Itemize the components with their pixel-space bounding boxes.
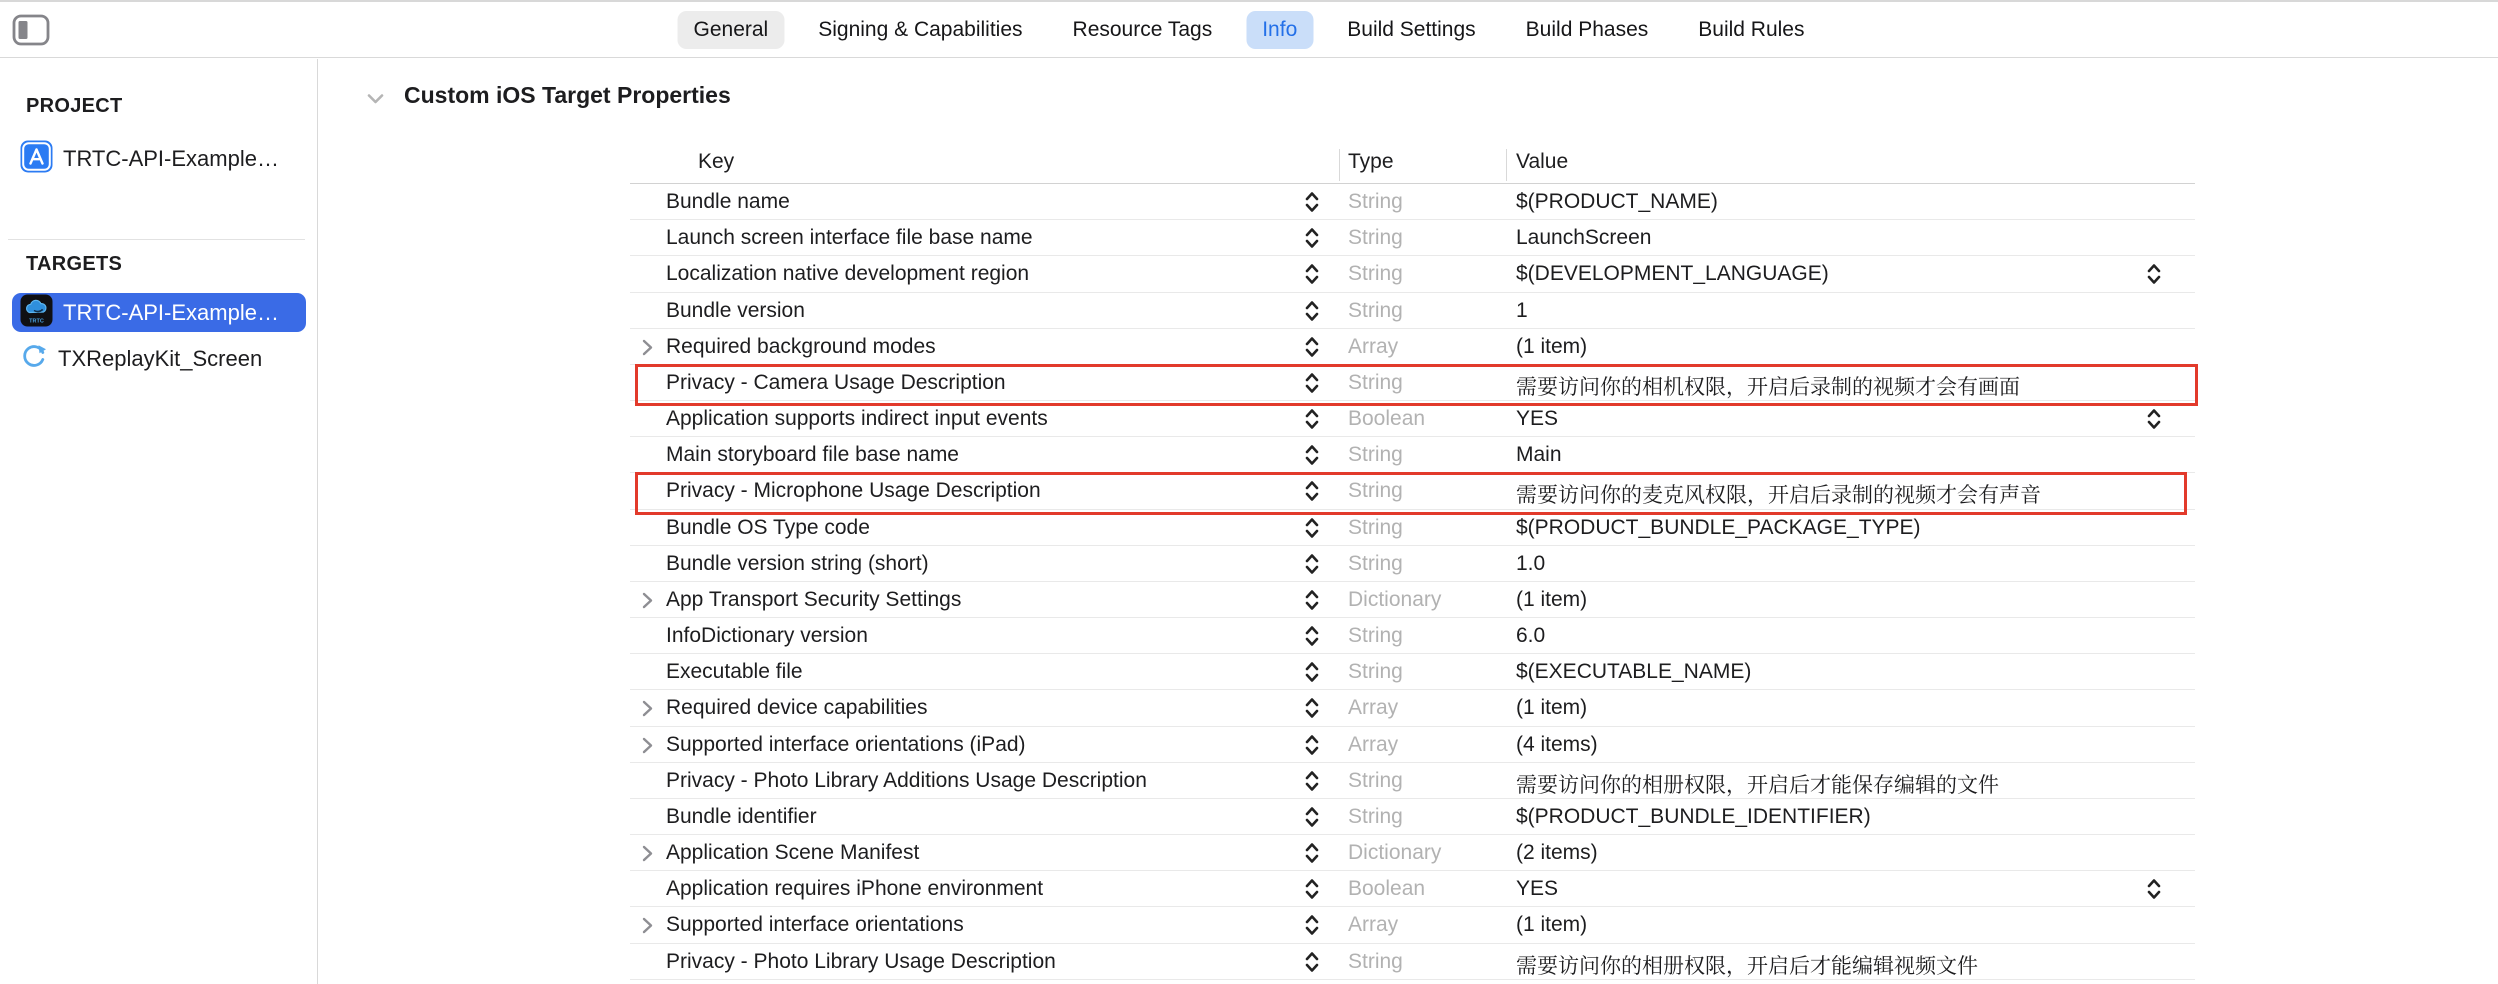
tab-build-rules[interactable]: Build Rules <box>1698 18 1805 41</box>
row-key: Privacy - Camera Usage Description <box>666 370 1006 394</box>
key-stepper[interactable] <box>1302 477 1322 510</box>
plist-row[interactable] <box>630 510 2195 546</box>
plist-row[interactable] <box>630 871 2195 907</box>
plist-row[interactable] <box>630 835 2195 871</box>
row-type: String <box>1348 443 1403 467</box>
row-key: Bundle version <box>666 298 805 322</box>
row-type: Dictionary <box>1348 841 1442 865</box>
row-type: String <box>1348 226 1403 250</box>
targets-section-header: TARGETS <box>26 253 123 275</box>
row-type: String <box>1348 660 1403 684</box>
row-value: (2 items) <box>1516 841 1598 865</box>
project-section-header: PROJECT <box>26 95 123 117</box>
row-key: Required device capabilities <box>666 696 928 720</box>
row-type: String <box>1348 624 1403 648</box>
row-key: Privacy - Photo Library Usage Description <box>666 949 1056 973</box>
key-stepper[interactable] <box>1302 948 1322 981</box>
plist-row[interactable] <box>630 329 2195 365</box>
row-key: Application supports indirect input events <box>666 407 1048 431</box>
replaykit-icon <box>20 342 48 375</box>
column-divider <box>1506 149 1507 181</box>
row-value: 需要访问你的相册权限，开启后才能编辑视频文件 <box>1516 954 1978 978</box>
row-value: 6.0 <box>1516 624 1546 648</box>
row-value: (1 item) <box>1516 334 1588 358</box>
plist-row[interactable] <box>630 473 2195 509</box>
value-stepper[interactable] <box>2144 875 2164 908</box>
key-stepper[interactable] <box>1302 441 1322 474</box>
column-header-type: Type <box>1348 150 1394 173</box>
plist-table <box>630 184 2195 980</box>
row-value: $(PRODUCT_BUNDLE_IDENTIFIER) <box>1516 804 1871 828</box>
plist-row[interactable] <box>630 401 2195 437</box>
row-value: Main <box>1516 443 1562 467</box>
column-divider <box>1339 149 1340 181</box>
sidebar-item-target-replaykit[interactable] <box>12 339 306 378</box>
row-type: String <box>1348 515 1403 539</box>
row-type: Boolean <box>1348 877 1426 901</box>
row-key: Localization native development region <box>666 262 1030 286</box>
tab-info[interactable]: Info <box>1246 11 1313 49</box>
plist-row[interactable] <box>630 727 2195 763</box>
editor-toolbar <box>0 2 2498 58</box>
row-key: Supported interface orientations <box>666 913 964 937</box>
row-value: $(EXECUTABLE_NAME) <box>1516 660 1752 684</box>
row-type: String <box>1348 804 1403 828</box>
row-key: Supported interface orientations (iPad) <box>666 732 1026 756</box>
row-value: 1.0 <box>1516 551 1546 575</box>
key-stepper[interactable] <box>1302 369 1322 402</box>
row-type: String <box>1348 298 1403 322</box>
plist-row[interactable] <box>630 907 2195 943</box>
row-value: YES <box>1516 877 1559 901</box>
tab-resource-tags[interactable]: Resource Tags <box>1072 18 1213 41</box>
row-value: $(PRODUCT_NAME) <box>1516 190 1718 213</box>
row-key: Main storyboard file base name <box>666 443 959 467</box>
plist-row[interactable] <box>630 654 2195 690</box>
plist-row[interactable] <box>630 546 2195 582</box>
section-collapse-chevron-icon[interactable] <box>362 85 389 117</box>
app-store-project-icon <box>20 140 53 178</box>
target-item-label: TRTC-API-Example… <box>63 299 279 325</box>
plist-row[interactable] <box>630 220 2195 256</box>
row-value: (4 items) <box>1516 732 1598 756</box>
column-header-key: Key <box>698 150 735 173</box>
value-stepper[interactable] <box>2144 260 2164 293</box>
plist-row[interactable] <box>630 437 2195 473</box>
tab-general[interactable]: General <box>678 11 785 49</box>
row-key: Executable file <box>666 660 803 684</box>
disclosure-chevron-icon[interactable] <box>640 842 655 870</box>
project-item-label: TRTC-API-Example… <box>63 145 279 171</box>
row-type: Array <box>1348 334 1399 358</box>
key-stepper[interactable] <box>1302 839 1322 872</box>
key-stepper[interactable] <box>1302 297 1322 330</box>
target-item-label: TXReplayKit_Screen <box>58 345 263 371</box>
row-type: Boolean <box>1348 407 1426 431</box>
key-stepper[interactable] <box>1302 333 1322 366</box>
plist-row[interactable] <box>630 618 2195 654</box>
row-key: Application requires iPhone environment <box>666 877 1044 901</box>
row-key: InfoDictionary version <box>666 624 868 648</box>
project-targets-sidebar <box>0 59 318 984</box>
key-stepper[interactable] <box>1302 767 1322 800</box>
key-stepper[interactable] <box>1302 803 1322 836</box>
row-value: (1 item) <box>1516 587 1588 611</box>
key-stepper[interactable] <box>1302 731 1322 764</box>
plist-row[interactable] <box>630 763 2195 799</box>
row-type: Array <box>1348 732 1399 756</box>
row-type: String <box>1348 262 1403 286</box>
row-key: Bundle OS Type code <box>666 515 870 539</box>
row-key: Application Scene Manifest <box>666 841 920 865</box>
target-settings-tabbar <box>678 11 1821 49</box>
row-value: (1 item) <box>1516 913 1588 937</box>
row-type: String <box>1348 949 1403 973</box>
row-value: $(DEVELOPMENT_LANGUAGE) <box>1516 262 1829 286</box>
key-stepper[interactable] <box>1302 694 1322 727</box>
sidebar-item-project[interactable] <box>12 139 306 178</box>
row-value: 1 <box>1516 298 1528 322</box>
key-stepper[interactable] <box>1302 875 1322 908</box>
plist-row[interactable] <box>630 799 2195 835</box>
row-value: 需要访问你的相册权限，开启后才能保存编辑的文件 <box>1516 773 1999 797</box>
key-stepper[interactable] <box>1302 911 1322 944</box>
plist-row[interactable] <box>630 582 2195 618</box>
sidebar-item-target-trtc[interactable] <box>12 293 306 332</box>
row-value: 需要访问你的相机权限，开启后录制的视频才会有画面 <box>1516 375 2020 399</box>
key-stepper[interactable] <box>1302 405 1322 438</box>
plist-row[interactable] <box>630 256 2195 292</box>
row-value: 需要访问你的麦克风权限，开启后录制的视频才会有声音 <box>1516 484 2041 508</box>
disclosure-chevron-icon[interactable] <box>640 734 655 762</box>
row-key: Required background modes <box>666 334 936 358</box>
plist-row[interactable] <box>630 690 2195 726</box>
svg-text:TRTC: TRTC <box>29 318 44 324</box>
sidebar-toggle-icon[interactable] <box>12 14 50 46</box>
row-value: YES <box>1516 407 1559 431</box>
plist-row[interactable] <box>630 184 2195 220</box>
row-type: String <box>1348 190 1403 213</box>
row-key: Privacy - Photo Library Additions Usage Description <box>666 768 1147 792</box>
row-key: Privacy - Microphone Usage Description <box>666 479 1041 503</box>
tab-build-phases[interactable]: Build Phases <box>1525 18 1649 41</box>
key-stepper[interactable] <box>1302 658 1322 691</box>
row-key: Launch screen interface file base name <box>666 226 1033 250</box>
row-type: String <box>1348 370 1403 394</box>
plist-row[interactable] <box>630 293 2195 329</box>
key-stepper[interactable] <box>1302 550 1322 583</box>
key-stepper[interactable] <box>1302 224 1322 257</box>
row-key: Bundle identifier <box>666 804 817 828</box>
row-value: (1 item) <box>1516 696 1588 720</box>
trtc-app-icon <box>20 294 53 332</box>
row-key: Bundle version string (short) <box>666 551 929 575</box>
row-type: Dictionary <box>1348 587 1442 611</box>
key-stepper[interactable] <box>1302 188 1322 221</box>
row-type: String <box>1348 551 1403 575</box>
column-header-value: Value <box>1516 150 1569 173</box>
disclosure-chevron-icon[interactable] <box>640 589 655 617</box>
disclosure-chevron-icon[interactable] <box>640 914 655 942</box>
disclosure-chevron-icon[interactable] <box>640 697 655 725</box>
key-stepper[interactable] <box>1302 514 1322 547</box>
plist-row[interactable] <box>630 944 2195 980</box>
key-stepper[interactable] <box>1302 586 1322 619</box>
row-value: $(PRODUCT_BUNDLE_PACKAGE_TYPE) <box>1516 515 1921 539</box>
value-stepper[interactable] <box>2144 405 2164 438</box>
row-value: LaunchScreen <box>1516 226 1652 250</box>
disclosure-chevron-icon[interactable] <box>640 336 655 364</box>
plist-row[interactable] <box>630 365 2195 401</box>
tab-build-settings[interactable]: Build Settings <box>1347 18 1476 41</box>
row-type: String <box>1348 768 1403 792</box>
sidebar-divider <box>8 239 305 240</box>
row-type: Array <box>1348 913 1399 937</box>
key-stepper[interactable] <box>1302 260 1322 293</box>
key-stepper[interactable] <box>1302 622 1322 655</box>
row-key: Bundle name <box>666 190 790 213</box>
section-title: Custom iOS Target Properties <box>404 82 731 108</box>
row-key: App Transport Security Settings <box>666 587 962 611</box>
row-type: String <box>1348 479 1403 503</box>
row-type: Array <box>1348 696 1399 720</box>
tab-signing-capabilities[interactable]: Signing & Capabilities <box>818 18 1023 41</box>
